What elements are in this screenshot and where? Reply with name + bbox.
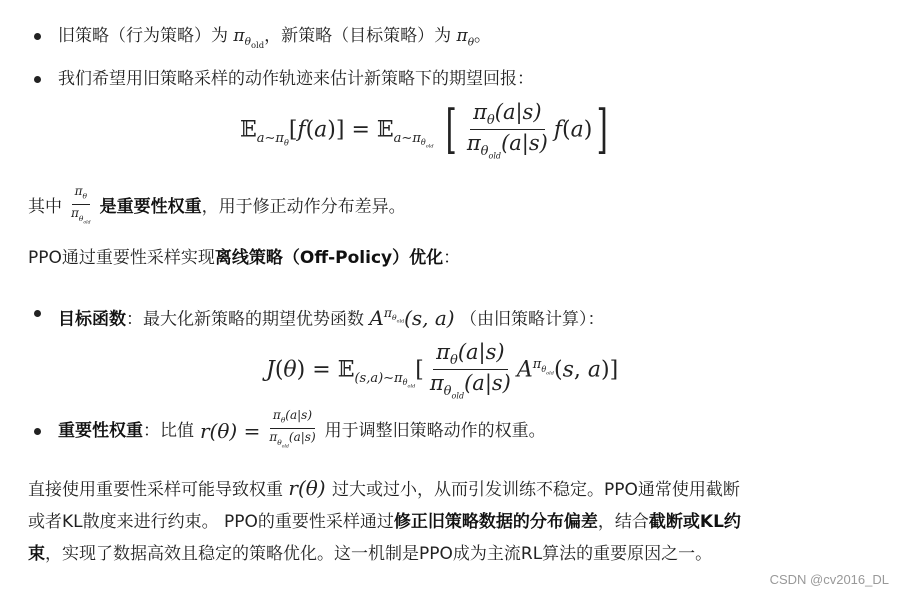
importance-label: 重要性权重 (58, 421, 143, 442)
bullet-text: ，新策略（目标策略）为 (264, 26, 452, 46)
math-r-theta-inline: r(θ) (288, 476, 332, 500)
math-weight-ratio: $\frac{\pi_\theta}{\pi_{\theta_{old}}}$ (71, 184, 91, 226)
equation-expected-return: 𝔼$_{a\sim\pi_\theta}$[f(a)] = 𝔼$_{a\sim\pi_{\theta_{old}}}$ [ $\frac{\pi_\theta(a|s)}{\pi_{\theta_{old}}(a|s)}$ f(a)] (240, 100, 609, 161)
objective-tail: （由旧策略计算）： (459, 309, 605, 330)
ppo-intro-bold: 离线策略（Off-Policy）优化 (214, 248, 444, 268)
ppo-intro-text: PPO通过重要性采样实现 (28, 248, 215, 268)
final-text: ，结合 (597, 512, 649, 532)
bullet-text: 。 (474, 26, 492, 46)
list-item (34, 408, 546, 454)
objective-text: ：最大化新策略的期望优势函数 (126, 309, 364, 330)
list-item (34, 67, 534, 91)
final-bold: 修正旧策略数据的分布偏差 (393, 512, 598, 532)
watermark: CSDN @cv2016_DL (769, 572, 889, 587)
objective-label: 目标函数 (58, 309, 126, 330)
weight-rest: ，用于修正动作分布差异。 (201, 197, 406, 218)
weight-bold: 是重要性权重 (99, 197, 202, 218)
bullet-text: 我们希望用旧策略采样的动作轨迹来估计新策略下的期望回报： (58, 69, 534, 89)
bullet-dot (34, 33, 41, 40)
list-item (34, 301, 604, 335)
ppo-intro-suffix: ： (443, 248, 461, 268)
final-text: 直接使用重要性采样可能导致权重 (28, 480, 283, 500)
weight-prefix: 其中 (28, 197, 62, 218)
weight-paragraph (28, 184, 406, 230)
list-item (34, 24, 491, 58)
importance-tail: 用于调整旧策略动作的权重。 (324, 421, 546, 442)
ppo-intro (28, 246, 460, 270)
math-pi-theta: $\pi_\theta$ (456, 26, 475, 49)
final-text: 或者KL散度来进行约束。 PPO的重要性采样通过 (28, 512, 394, 532)
final-text: 过大或过小，从而引发训练不稳定。PPO通常使用截断 (331, 480, 740, 500)
math-advantage: $A^{\pi_{\theta_{old}}}(s$, a) (369, 305, 455, 330)
bullet-dot (34, 76, 41, 83)
importance-text: ：比值 (143, 421, 194, 442)
final-paragraph (28, 472, 873, 570)
bullet-dot (34, 428, 41, 435)
math-ratio-small: $\frac{\pi_\theta(a|s)}{\pi_{\theta_{old}}(a|s)}$ (269, 408, 316, 450)
bullet-dot (34, 310, 41, 317)
bullet-text: 旧策略（行为策略）为 (58, 26, 228, 46)
final-text: ，实现了数据高效且稳定的策略优化。这一机制是PPO成为主流RL算法的重要原因之一。 (45, 544, 713, 564)
equation-objective: J(θ) = 𝔼$_{(s,a)\sim\pi_{\theta_{old}}}$[ $\frac{\pi_\theta(a|s)}{\pi_{\theta_{old}}(a|s)}$ $A^{\pi_{\theta_{old}}}(s$, a)] (266, 340, 619, 401)
final-bold: 截断或KL约 (648, 512, 741, 532)
math-pi-theta-old: $\pi_{\theta_{old}}$ (233, 26, 265, 51)
final-bold: 束 (28, 544, 45, 564)
math-r-theta: r(θ) = (200, 419, 261, 444)
